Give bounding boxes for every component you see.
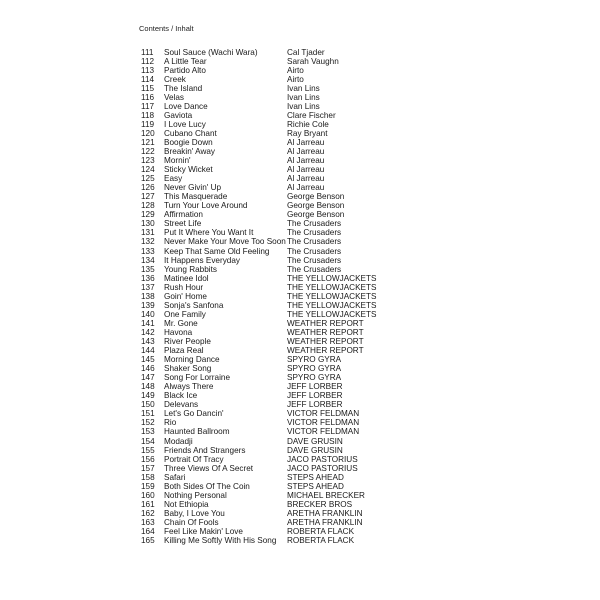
entry-artist: George Benson <box>287 210 345 220</box>
entry-number: 114 <box>141 74 155 84</box>
entry-title: Plaza Real <box>164 346 204 356</box>
entry-title: Turn Your Love Around <box>164 201 248 211</box>
entry-artist: ROBERTA FLACK <box>287 526 355 536</box>
entry-title: Not Ethiopia <box>164 499 209 509</box>
entry-number: 156 <box>141 454 155 464</box>
entry-artist: Richie Cole <box>287 119 329 129</box>
list-item <box>141 373 471 382</box>
entry-number: 142 <box>141 327 155 337</box>
entry-artist: ROBERTA FLACK <box>287 536 355 546</box>
list-item <box>141 319 471 328</box>
entry-title: Young Rabbits <box>164 264 217 274</box>
list-item <box>141 400 471 409</box>
entry-title: Chain Of Fools <box>164 517 219 527</box>
entry-title: Street Life <box>164 219 202 229</box>
entry-title: A Little Tear <box>164 56 207 66</box>
entry-number: 159 <box>141 481 155 491</box>
entry-artist: George Benson <box>287 192 345 202</box>
entry-number: 163 <box>141 517 155 527</box>
entry-artist: MICHAEL BRECKER <box>287 490 365 500</box>
entry-number: 132 <box>141 237 155 247</box>
entry-artist: Clare Fischer <box>287 110 336 120</box>
list-item <box>141 364 471 373</box>
entry-title: This Masquerade <box>164 192 228 202</box>
entry-artist: Al Jarreau <box>287 174 325 184</box>
list-item <box>141 527 471 536</box>
entry-artist: SPYRO GYRA <box>287 364 342 374</box>
entry-title: Cubano Chant <box>164 128 217 138</box>
entry-number: 116 <box>141 92 155 102</box>
entry-number: 155 <box>141 445 155 455</box>
entry-title: Goin' Home <box>164 291 207 301</box>
entry-artist: The Crusaders <box>287 219 342 229</box>
entry-number: 150 <box>141 400 155 410</box>
entry-title: Never Make Your Move Too Soon <box>164 237 286 247</box>
list-item <box>141 265 471 274</box>
entry-number: 128 <box>141 201 155 211</box>
entry-number: 120 <box>141 128 155 138</box>
list-item <box>141 93 471 102</box>
list-item <box>141 482 471 491</box>
list-item <box>141 201 471 210</box>
list-item <box>141 446 471 455</box>
list-item <box>141 75 471 84</box>
list-item <box>141 518 471 527</box>
list-item <box>141 382 471 391</box>
list-item <box>141 165 471 174</box>
entry-number: 111 <box>141 47 154 57</box>
list-item <box>141 473 471 482</box>
entry-artist: BRECKER BROS <box>287 499 353 509</box>
list-item <box>141 247 471 256</box>
entry-artist: SPYRO GYRA <box>287 373 342 383</box>
entry-number: 131 <box>141 228 155 238</box>
list-item <box>141 66 471 75</box>
entry-title: Creek <box>164 74 186 84</box>
entry-artist: Ivan Lins <box>287 83 320 93</box>
entry-number: 139 <box>141 300 155 310</box>
entry-artist: THE YELLOWJACKETS <box>287 273 377 283</box>
entry-title: Never Givin' Up <box>164 183 222 193</box>
entry-artist: STEPS AHEAD <box>287 481 344 491</box>
list-item <box>141 228 471 237</box>
entry-artist: WEATHER REPORT <box>287 346 364 356</box>
entry-number: 164 <box>141 526 155 536</box>
entry-artist: STEPS AHEAD <box>287 472 344 482</box>
entry-number: 127 <box>141 192 155 202</box>
entry-title: Haunted Ballroom <box>164 427 230 437</box>
entry-title: Keep That Same Old Feeling <box>164 246 270 256</box>
list-item <box>141 391 471 400</box>
entry-number: 141 <box>141 318 155 328</box>
entry-artist: The Crusaders <box>287 255 342 265</box>
list-item <box>141 210 471 219</box>
entry-artist: THE YELLOWJACKETS <box>287 282 377 292</box>
entry-number: 149 <box>141 391 155 401</box>
entry-artist: VICTOR FELDMAN <box>287 409 360 419</box>
entry-title: One Family <box>164 309 206 319</box>
entry-title: Feel Like Makin' Love <box>164 526 243 536</box>
entry-title: Easy <box>164 174 183 184</box>
entry-number: 151 <box>141 409 155 419</box>
list-item <box>141 437 471 446</box>
entry-artist: Al Jarreau <box>287 165 325 175</box>
entry-artist: The Crusaders <box>287 228 342 238</box>
entry-title: Shaker Song <box>164 364 212 374</box>
entry-number: 154 <box>141 436 155 446</box>
list-item <box>141 409 471 418</box>
entry-number: 119 <box>141 119 155 129</box>
entry-artist: Ivan Lins <box>287 101 320 111</box>
entry-number: 122 <box>141 147 155 157</box>
list-item <box>141 346 471 355</box>
entry-title: Love Dance <box>164 101 208 111</box>
entry-number: 144 <box>141 346 155 356</box>
entry-number: 162 <box>141 508 155 518</box>
entry-artist: ARETHA FRANKLIN <box>287 508 363 518</box>
list-item <box>141 464 471 473</box>
entry-artist: The Crusaders <box>287 237 342 247</box>
entry-title: Modadji <box>164 436 193 446</box>
list-item <box>141 301 471 310</box>
entry-artist: THE YELLOWJACKETS <box>287 300 377 310</box>
entry-title: I Love Lucy <box>164 119 206 129</box>
entry-number: 134 <box>141 255 155 265</box>
entry-number: 125 <box>141 174 155 184</box>
entry-title: Gaviota <box>164 110 193 120</box>
entry-title: Let's Go Dancin' <box>164 409 224 419</box>
entry-title: Partido Alto <box>164 65 206 75</box>
contents-list <box>141 48 471 546</box>
entry-number: 145 <box>141 355 155 365</box>
entry-artist: Sarah Vaughn <box>287 56 339 66</box>
list-item <box>141 183 471 192</box>
list-item <box>141 328 471 337</box>
list-item <box>141 491 471 500</box>
entry-number: 153 <box>141 427 155 437</box>
list-item <box>141 129 471 138</box>
entry-artist: Ivan Lins <box>287 92 320 102</box>
entry-number: 143 <box>141 337 155 346</box>
entry-artist: SPYRO GYRA <box>287 355 342 365</box>
entry-title: Breakin' Away <box>164 147 216 157</box>
entry-artist: THE YELLOWJACKETS <box>287 291 377 301</box>
entry-title: Nothing Personal <box>164 490 227 500</box>
list-item <box>141 237 471 246</box>
list-item <box>141 500 471 509</box>
entry-artist: Al Jarreau <box>287 156 325 166</box>
entry-artist: WEATHER REPORT <box>287 318 364 328</box>
entry-number: 165 <box>141 536 155 546</box>
entry-artist: VICTOR FELDMAN <box>287 427 360 437</box>
list-item <box>141 111 471 120</box>
entry-number: 118 <box>141 110 155 120</box>
entry-artist: ARETHA FRANKLIN <box>287 517 363 527</box>
entry-title: Friends And Strangers <box>164 445 246 455</box>
entry-title: Both Sides Of The Coin <box>164 481 250 491</box>
list-item <box>141 455 471 464</box>
entry-title: Always There <box>164 382 214 392</box>
entry-artist: Al Jarreau <box>287 183 325 193</box>
entry-artist: Cal Tjader <box>287 47 325 57</box>
entry-title: Killing Me Softly With His Song <box>164 536 277 546</box>
entry-number: 161 <box>141 499 155 509</box>
entry-number: 115 <box>141 83 155 93</box>
entry-title: It Happens Everyday <box>164 255 241 265</box>
list-item <box>141 418 471 427</box>
entry-title: Mr. Gone <box>164 318 198 328</box>
entry-title: Song For Lorraine <box>164 373 230 383</box>
list-item <box>141 274 471 283</box>
list-item <box>141 156 471 165</box>
entry-title: Put It Where You Want It <box>164 228 254 238</box>
entry-title: Matinee Idol <box>164 273 209 283</box>
entry-title: Delevans <box>164 400 199 410</box>
entry-title: Velas <box>164 92 185 102</box>
entry-artist: Airto <box>287 74 304 84</box>
entry-number: 157 <box>141 463 155 473</box>
list-item <box>141 283 471 292</box>
list-item <box>141 138 471 147</box>
entry-number: 123 <box>141 156 155 166</box>
entry-number: 112 <box>141 56 155 66</box>
entry-artist: Al Jarreau <box>287 137 325 147</box>
entry-number: 152 <box>141 418 155 428</box>
entry-title: Black Ice <box>164 391 198 401</box>
entry-title: The Island <box>164 83 203 93</box>
entry-title: Havona <box>164 327 193 337</box>
entry-number: 148 <box>141 382 155 392</box>
entry-artist: George Benson <box>287 201 345 211</box>
entry-title: Three Views Of A Secret <box>164 463 254 473</box>
entry-title: Sticky Wicket <box>164 165 213 175</box>
entry-number: 121 <box>141 137 155 147</box>
entry-artist: JEFF LORBER <box>287 400 343 410</box>
entry-artist: DAVE GRUSIN <box>287 445 343 455</box>
list-item <box>141 427 471 436</box>
entry-artist: The Crusaders <box>287 264 342 274</box>
entry-artist: JEFF LORBER <box>287 382 343 392</box>
entry-number: 130 <box>141 219 155 229</box>
list-item <box>141 536 471 545</box>
list-item <box>141 84 471 93</box>
entry-artist: Airto <box>287 65 304 75</box>
list-item <box>141 120 471 129</box>
list-item <box>141 337 471 346</box>
entry-number: 124 <box>141 165 155 175</box>
entry-artist: JACO PASTORIUS <box>287 463 358 473</box>
entry-artist: Al Jarreau <box>287 147 325 157</box>
entry-title: Rush Hour <box>164 282 204 292</box>
entry-title: Sonja's Sanfona <box>164 300 224 310</box>
entry-title: Portrait Of Tracy <box>164 454 224 464</box>
entry-artist: DAVE GRUSIN <box>287 436 343 446</box>
entry-title: Soul Sauce (Wachi Wara) <box>164 47 258 57</box>
page-header: Contents / Inhalt <box>139 24 194 33</box>
list-item <box>141 192 471 201</box>
entry-number: 140 <box>141 309 155 319</box>
entry-number: 158 <box>141 472 155 482</box>
list-item <box>141 219 471 228</box>
entry-number: 146 <box>141 364 155 374</box>
entry-title: Rio <box>164 418 177 428</box>
entry-artist: The Crusaders <box>287 246 342 256</box>
list-item <box>141 509 471 518</box>
entry-number: 160 <box>141 490 155 500</box>
entry-artist: WEATHER REPORT <box>287 327 364 337</box>
entry-title: Affirmation <box>164 210 203 220</box>
list-item <box>141 48 471 57</box>
entry-artist: WEATHER REPORT <box>287 337 364 346</box>
entry-title: Safari <box>164 472 186 482</box>
entry-number: 136 <box>141 273 155 283</box>
list-item <box>141 147 471 156</box>
entry-title: River People <box>164 337 211 346</box>
list-item <box>141 292 471 301</box>
entry-number: 147 <box>141 373 155 383</box>
entry-number: 138 <box>141 291 155 301</box>
entry-title: Boogie Down <box>164 137 213 147</box>
entry-number: 117 <box>141 101 155 111</box>
entry-artist: JACO PASTORIUS <box>287 454 358 464</box>
entry-number: 126 <box>141 183 155 193</box>
list-item <box>141 355 471 364</box>
list-item <box>141 256 471 265</box>
entry-artist: JEFF LORBER <box>287 391 343 401</box>
list-item <box>141 310 471 319</box>
entry-number: 135 <box>141 264 155 274</box>
list-item <box>141 174 471 183</box>
list-item <box>141 57 471 66</box>
entry-artist: VICTOR FELDMAN <box>287 418 360 428</box>
entry-number: 137 <box>141 282 155 292</box>
entry-number: 133 <box>141 246 155 256</box>
entry-title: Mornin' <box>164 156 191 166</box>
entry-artist: Ray Bryant <box>287 128 328 138</box>
entry-number: 113 <box>141 65 155 75</box>
entry-title: Morning Dance <box>164 355 220 365</box>
list-item <box>141 102 471 111</box>
entry-artist: THE YELLOWJACKETS <box>287 309 377 319</box>
entry-title: Baby, I Love You <box>164 508 225 518</box>
entry-number: 129 <box>141 210 155 220</box>
